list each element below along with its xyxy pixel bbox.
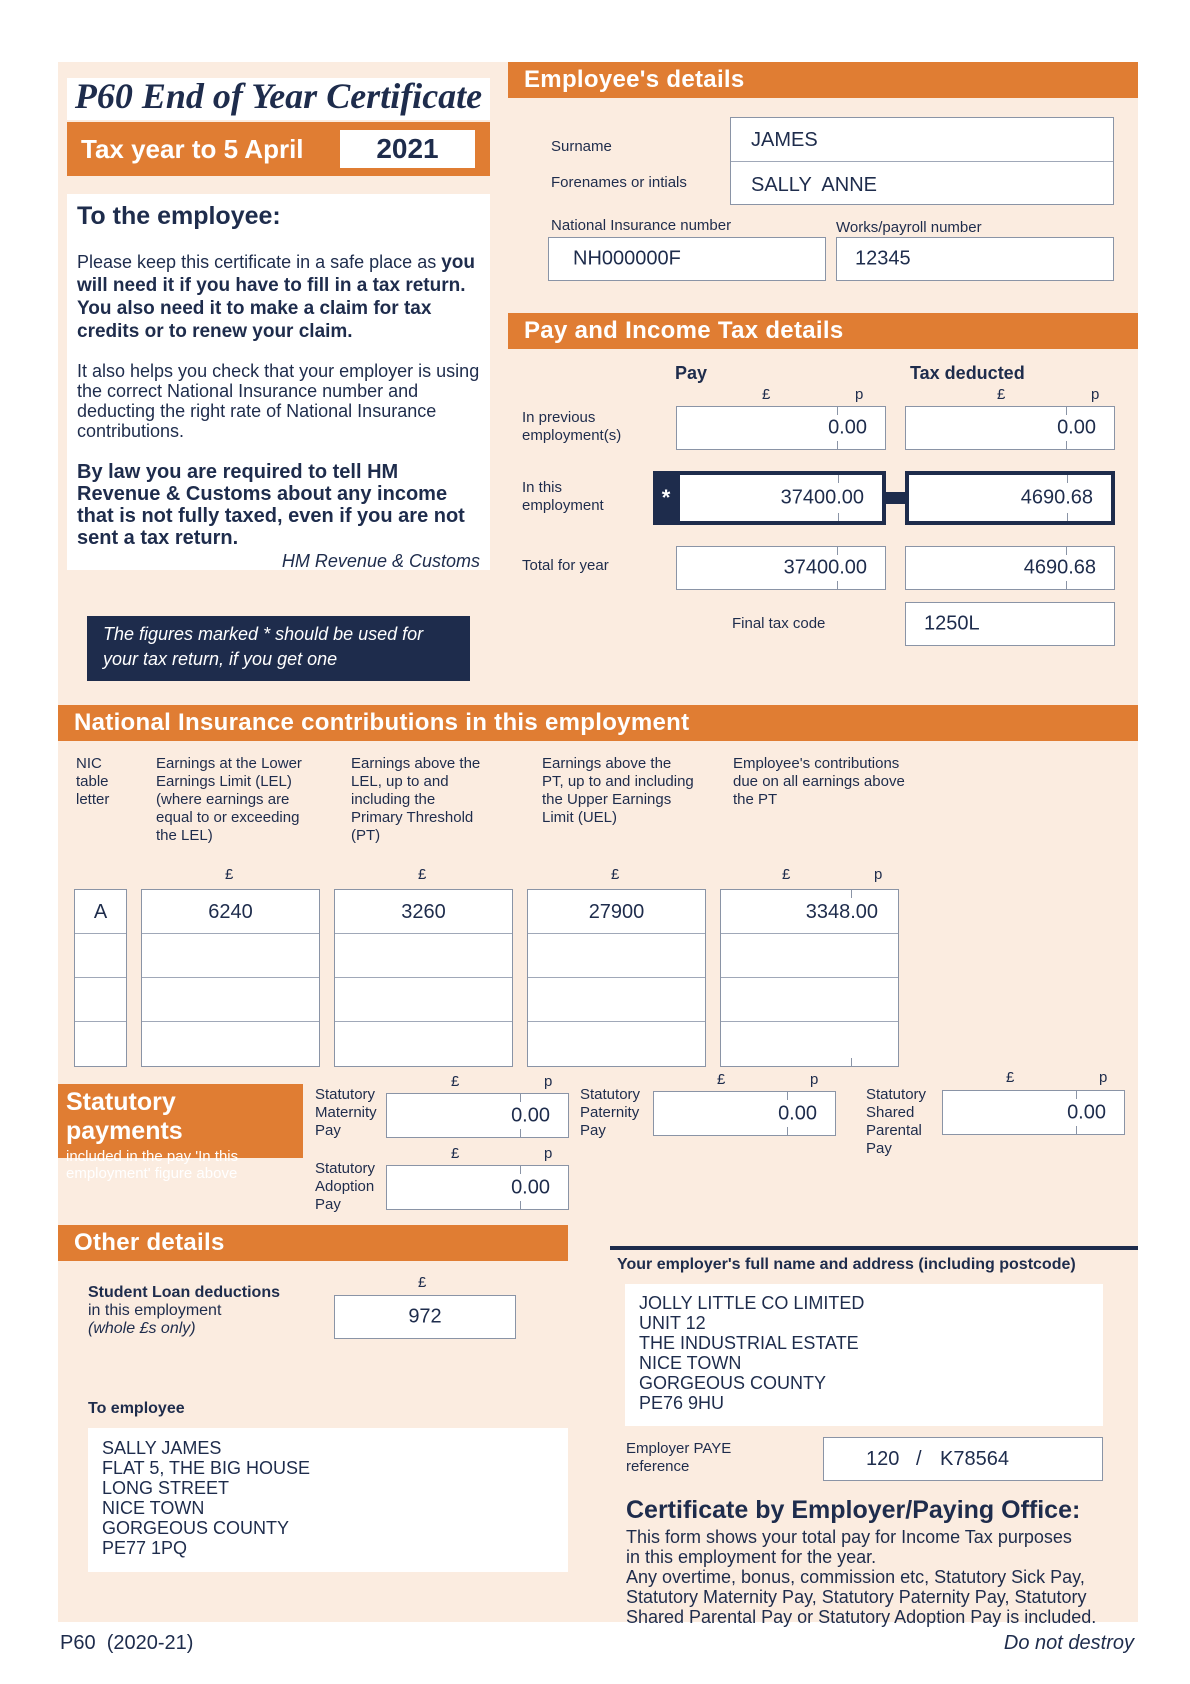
- statutory-header: [58, 1084, 303, 1182]
- adoption-value: 0.00: [511, 1176, 550, 1198]
- tax-column-header: Tax deducted: [910, 363, 1025, 383]
- student-loan-pound-symbol: £: [418, 1274, 427, 1291]
- employer-address-label: Your employer's full name and address (including postcode): [617, 1256, 1076, 1273]
- nic-uel-col-label: Earnings above the PT, up to and including the Upper Earnings Limit (UEL): [542, 755, 694, 826]
- paternity-pence-symbol: p: [810, 1071, 819, 1088]
- to-employee-heading: To the employee:: [77, 202, 281, 230]
- tax-year-label: Tax year to 5 April: [81, 134, 304, 164]
- tax-return-marker: *: [653, 471, 679, 525]
- certificate-text-2: Any overtime, bonus, commission etc, Statutory Sick Pay, Statutory Maternity Pay, Statutory Paternity Pay, Statutory Shared Parental Pay or Statutory Adoption Pay is included.: [626, 1567, 1097, 1627]
- statutory-subheading: included in the pay 'In this employment' figure above: [66, 1148, 239, 1182]
- tax-year-value: 2021: [340, 130, 475, 168]
- note-para-3: By law you are required to tell HM Revenue & Customs about any income that is not fully taxed, even if you are not sent a tax return.: [77, 461, 465, 549]
- employer-address-line: JOLLY LITTLE CO LIMITED: [639, 1293, 865, 1313]
- pay-pound-symbol: £: [762, 386, 771, 403]
- shared-parental-field[interactable]: [942, 1090, 1125, 1135]
- maternity-pence-symbol: p: [544, 1073, 553, 1090]
- tax-return-note-text: The figures marked * should be used for your tax return, if you get one: [103, 624, 424, 669]
- to-employee-label: To employee: [88, 1400, 185, 1417]
- ni-label: National Insurance number: [551, 217, 732, 234]
- prev-pay-field[interactable]: [676, 406, 886, 450]
- paye-label: Employer PAYE reference: [626, 1440, 732, 1475]
- paternity-label: Statutory Paternity Pay: [580, 1086, 641, 1139]
- certificate-block: [626, 1496, 1126, 1627]
- uel-pound-symbol: £: [611, 866, 620, 883]
- page-title: P60 End of Year Certificate: [74, 76, 483, 116]
- note-para-1: [77, 251, 480, 343]
- nic-lel-value: 6240: [208, 901, 253, 923]
- forenames-field[interactable]: SALLY ANNE: [751, 174, 877, 196]
- pay-pence-symbol: p: [855, 386, 864, 403]
- paternity-pound-symbol: £: [717, 1071, 726, 1088]
- employer-address-line: NICE TOWN: [639, 1353, 742, 1373]
- note-signature: HM Revenue & Customs: [281, 551, 480, 571]
- this-employment-label: In this employment: [522, 479, 604, 514]
- pay-tax-heading: Pay and Income Tax details: [524, 317, 844, 344]
- nic-pt-value: 3260: [401, 901, 446, 923]
- prev-pay-value: 0.00: [828, 416, 867, 439]
- this-pay-value: 37400.00: [780, 486, 864, 509]
- paye-separator: /: [916, 1448, 922, 1470]
- other-details-header: [58, 1225, 568, 1261]
- student-loan-label-bold: Student Loan deductions: [88, 1284, 280, 1301]
- certificate-heading: Certificate by Employer/Paying Office:: [626, 1496, 1081, 1524]
- total-year-label: Total for year: [522, 557, 609, 574]
- student-loan-field[interactable]: [334, 1295, 516, 1339]
- adoption-field[interactable]: [386, 1165, 569, 1210]
- nic-uel-column[interactable]: [527, 889, 706, 1067]
- nic-uel-value: 27900: [588, 901, 645, 923]
- nic-pt-col-label: Earnings above the LEL, up to and including the Primary Threshold (PT): [351, 755, 481, 844]
- nic-contrib-value: 3348.00: [805, 901, 878, 923]
- tax-return-note-box: [87, 616, 470, 681]
- prev-tax-field[interactable]: [905, 406, 1115, 450]
- paternity-value: 0.00: [778, 1102, 817, 1124]
- tax-code-field[interactable]: [905, 602, 1115, 646]
- surname-label: Surname: [551, 138, 612, 155]
- employee-address-line: NICE TOWN: [102, 1498, 205, 1518]
- student-loan-label-normal: in this employment: [88, 1302, 222, 1319]
- payroll-value: 12345: [855, 247, 911, 270]
- adoption-pence-symbol: p: [544, 1145, 553, 1162]
- shared-pound-symbol: £: [1006, 1069, 1015, 1086]
- certificate-text-1: This form shows your total pay for Income Tax purposes in this employment for the year.: [626, 1527, 1072, 1567]
- other-details-heading: Other details: [74, 1229, 225, 1256]
- employer-section-rule: [610, 1246, 1138, 1250]
- total-tax-value: 4690.68: [1023, 556, 1096, 579]
- pay-column-header: Pay: [675, 363, 708, 383]
- total-pay-field[interactable]: [676, 546, 886, 590]
- shared-pence-symbol: p: [1099, 1069, 1108, 1086]
- employee-address-line: GORGEOUS COUNTY: [102, 1518, 290, 1538]
- name-box: [730, 117, 1114, 205]
- total-tax-field[interactable]: [905, 546, 1115, 590]
- tax-year-bar: [67, 122, 490, 176]
- shared-parental-value: 0.00: [1067, 1101, 1106, 1123]
- nic-pt-column[interactable]: [334, 889, 513, 1067]
- employee-details-heading: Employee's details: [524, 66, 745, 93]
- to-employee-note: [67, 194, 490, 570]
- form-id: P60 (2020-21): [60, 1632, 194, 1654]
- title-panel: [67, 78, 490, 120]
- employee-details-header: [508, 62, 1138, 98]
- paye-reference: K78564: [940, 1448, 1009, 1470]
- nic-letter-col-label: NIC table letter: [76, 755, 110, 808]
- employer-address-box: [625, 1284, 1103, 1426]
- lel-pound-symbol: £: [225, 866, 234, 883]
- this-pay-field[interactable]: [676, 471, 886, 525]
- student-loan-value: 972: [408, 1305, 442, 1328]
- student-loan-label: [88, 1284, 318, 1338]
- contrib-pound-symbol: £: [782, 866, 791, 883]
- nic-contrib-col-label: Employee's contributions due on all earnings above the PT: [733, 755, 905, 808]
- nic-lel-col-label: Earnings at the Lower Earnings Limit (LEL) (where earnings are equal to or exceeding the LEL): [156, 755, 302, 844]
- note-para-1-bold: you will need it if you have to fill in a tax return. You also need it to make a claim for tax credits or to renew your claim.: [77, 252, 475, 342]
- tax-code-label: Final tax code: [732, 615, 826, 632]
- employee-address-line: PE77 1PQ: [102, 1538, 188, 1558]
- pay-tax-header: [508, 313, 1138, 349]
- statutory-heading: Statutory payments: [66, 1088, 183, 1145]
- employee-address-line: FLAT 5, THE BIG HOUSE: [102, 1458, 311, 1478]
- employee-address-line: SALLY JAMES: [102, 1438, 222, 1458]
- prev-employment-label: In previous employment(s): [522, 409, 622, 444]
- paye-ref-field[interactable]: [823, 1437, 1103, 1481]
- shared-parental-label: Statutory Shared Parental Pay: [866, 1086, 927, 1157]
- surname-field[interactable]: JAMES: [751, 129, 818, 151]
- paternity-field[interactable]: [653, 1091, 836, 1136]
- note-para-2: It also helps you check that your employer is using the correct National Insurance number and deducting the right rate of National Insurance contributions.: [77, 361, 480, 441]
- adoption-pound-symbol: £: [451, 1145, 460, 1162]
- nic-letter-value: A: [93, 901, 108, 923]
- paye-office-number: 120: [866, 1448, 900, 1470]
- connector-bar: [886, 492, 905, 504]
- payroll-field[interactable]: [836, 237, 1114, 281]
- contrib-pence-symbol: p: [874, 866, 883, 883]
- total-pay-value: 37400.00: [783, 556, 867, 579]
- maternity-value: 0.00: [511, 1104, 550, 1126]
- forenames-label: Forenames or intials: [551, 174, 687, 191]
- ni-field[interactable]: [548, 237, 826, 281]
- nic-header: [58, 705, 1138, 741]
- pt-pound-symbol: £: [418, 866, 427, 883]
- maternity-pound-symbol: £: [451, 1073, 460, 1090]
- nic-letter-column[interactable]: [74, 889, 127, 1067]
- adoption-label: Statutory Adoption Pay: [315, 1160, 376, 1213]
- this-tax-field[interactable]: [905, 471, 1115, 525]
- employee-address-line: LONG STREET: [102, 1478, 230, 1498]
- employee-address-box: [88, 1428, 568, 1572]
- nic-heading: National Insurance contributions in this employment: [74, 709, 690, 736]
- note-para-1-normal: Please keep this certificate in a safe place as: [77, 252, 442, 272]
- employer-address-line: THE INDUSTRIAL ESTATE: [639, 1333, 859, 1353]
- nic-contrib-column[interactable]: [720, 889, 899, 1067]
- nic-lel-column[interactable]: [141, 889, 320, 1067]
- employer-address-line: PE76 9HU: [639, 1393, 725, 1413]
- employer-address-line: UNIT 12: [639, 1313, 706, 1333]
- employer-address-line: GORGEOUS COUNTY: [639, 1373, 827, 1393]
- do-not-destroy-note: Do not destroy: [1003, 1632, 1134, 1654]
- maternity-field[interactable]: [386, 1093, 569, 1138]
- student-loan-label-italic: (whole £s only): [88, 1320, 196, 1337]
- tax-pence-symbol: p: [1091, 386, 1100, 403]
- ni-value: NH000000F: [573, 247, 681, 270]
- tax-pound-symbol: £: [997, 386, 1006, 403]
- prev-tax-value: 0.00: [1057, 416, 1096, 439]
- maternity-label: Statutory Maternity Pay: [315, 1086, 377, 1139]
- payroll-label: Works/payroll number: [836, 219, 982, 236]
- tax-code-value: 1250L: [924, 612, 980, 635]
- this-tax-value: 4690.68: [1020, 486, 1093, 509]
